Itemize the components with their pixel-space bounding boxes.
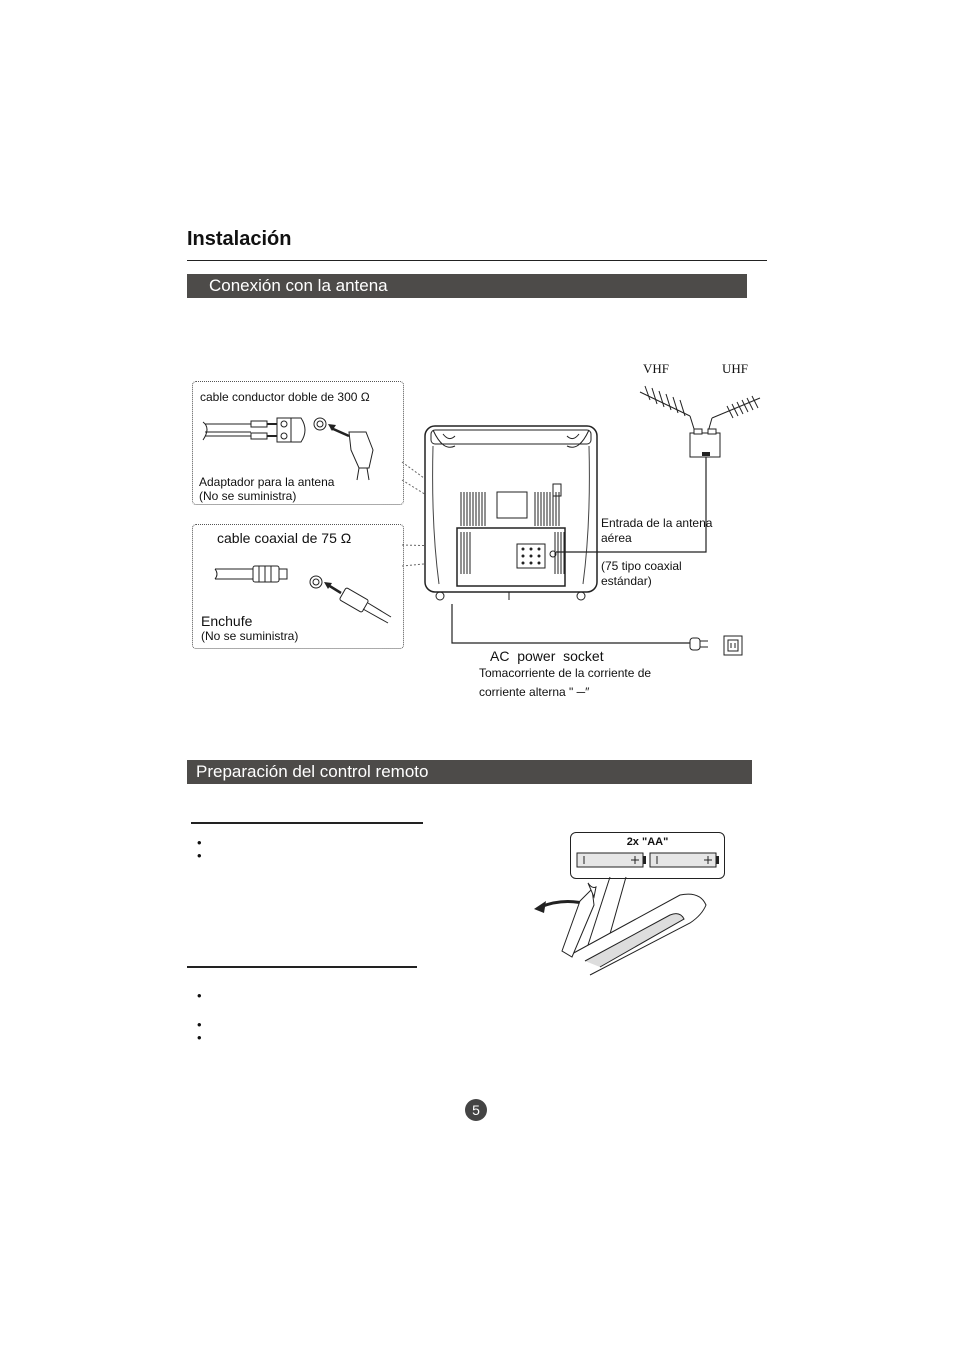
section-header-remote: Preparación del control remoto [187, 760, 752, 784]
bullet: • [197, 988, 202, 1003]
power-label-es-1: Tomacorriente de la corriente de [479, 666, 652, 680]
aerial-input-label-2: aérea [601, 531, 632, 545]
battery-count-label: 2x "AA" [626, 836, 669, 848]
bullet: • [197, 835, 202, 850]
aerial-input-label-4: estándar) [601, 574, 652, 588]
coax-cable-label: cable coaxial de 75 Ω [217, 530, 352, 546]
twin-lead-cable-label: cable conductor doble de 300 Ω [200, 390, 370, 404]
bullet: • [197, 1017, 202, 1032]
subsection-rule-2 [187, 966, 417, 968]
power-label-es-2: corriente alterna " ─″ [479, 685, 590, 699]
plug-note: (No se suministra) [201, 629, 299, 643]
aerial-input-label-1: Entrada de la antena [601, 516, 713, 530]
vhf-label: VHF [643, 361, 670, 376]
bullet: • [197, 848, 202, 863]
aerial-input-label-3: (75 tipo coaxial [601, 559, 682, 573]
uhf-label: UHF [722, 361, 749, 376]
section-header-antenna: Conexión con la antena [187, 274, 747, 298]
subsection-rule-1 [191, 822, 423, 824]
bullet: • [197, 1030, 202, 1045]
plug-label: Enchufe [201, 613, 253, 629]
page-title: Instalación [187, 228, 292, 250]
antenna-adapter-label: Adaptador para la antena [199, 475, 335, 489]
page-number-badge: 5 [465, 1099, 487, 1121]
antenna-adapter-note: (No se suministra) [199, 489, 297, 503]
remote-battery-illustration [530, 845, 730, 975]
ac-power-socket-label: AC power socket [490, 648, 604, 664]
